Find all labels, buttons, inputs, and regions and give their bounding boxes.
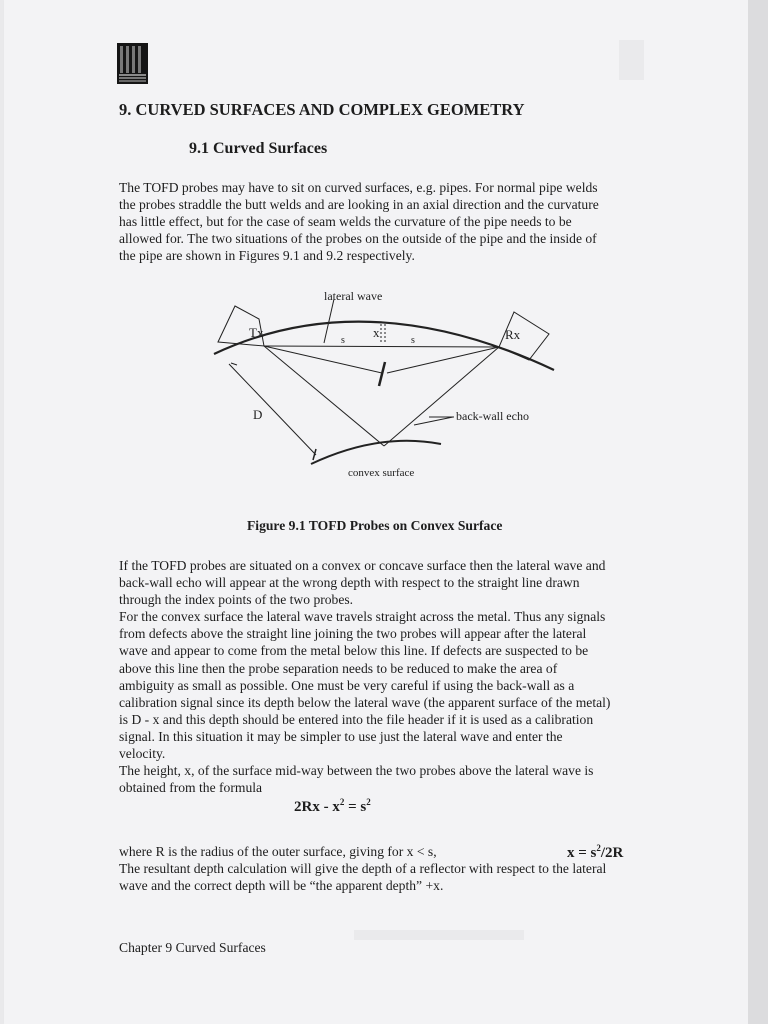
tail-paragraph: [119, 843, 639, 894]
text-line: ambiguity as small as possible. One must be very careful if using the back-wall as a: [119, 677, 575, 693]
lateral-wave-path: [264, 346, 499, 347]
label-convex-surface: convex surface: [348, 467, 415, 479]
label-x: x: [373, 325, 380, 340]
text-line: through the index points of the two probes.: [119, 592, 354, 608]
label-s-right: s: [411, 335, 415, 346]
label-lateral-wave: lateral wave: [324, 289, 383, 303]
intro-paragraph: [119, 179, 639, 264]
text-line: from defects above the straight line joining the two probes will appear after the lateral: [119, 626, 587, 642]
text-line: where R is the radius of the outer surface, giving for x < s,: [119, 844, 437, 859]
text-line: obtained from the formula: [119, 780, 263, 796]
document-page: [4, 0, 748, 1024]
text-line: above this line then the probe separation needs to be reduced to make the area of: [119, 660, 558, 676]
text-line: back-wall echo will appear at the wrong depth with respect to the straight line drawn: [119, 575, 580, 591]
text-line: the probes straddle the butt welds and are looking in an axial direction and the curvature: [119, 197, 599, 213]
backwall-ray-right: [384, 347, 499, 446]
formula-main: $2Rx - x^2 = s^2$: [294, 797, 371, 815]
publisher-logo: [117, 43, 148, 84]
label-tx: Tx: [249, 325, 264, 340]
backwall-echo-leader: [414, 417, 453, 425]
convex-surface-diagram: [209, 282, 564, 482]
text-line: velocity.: [119, 746, 166, 762]
text-line: The TOFD probes may have to sit on curved surfaces, e.g. pipes. For normal pipe welds: [119, 180, 598, 195]
defect-ray-left: [264, 346, 382, 373]
page-footer: Chapter 9 Curved Surfaces: [119, 940, 266, 955]
backwall-ray-left: [264, 346, 384, 446]
text-line: allowed for. The two situations of the probes on the outside of the pipe and the inside of: [119, 231, 597, 247]
dimension-d-arrow: [231, 363, 237, 365]
body-paragraph: [119, 557, 639, 796]
formula-result: $x = s^2/2R$: [567, 843, 624, 861]
label-rx: Rx: [505, 327, 521, 342]
lateral-wave-leader: [324, 299, 334, 343]
label-s-left: s: [341, 335, 345, 346]
figure-caption: Figure 9.1 TOFD Probes on Convex Surface: [247, 518, 503, 533]
chapter-heading: 9. CURVED SURFACES AND COMPLEX GEOMETRY: [119, 100, 525, 119]
text-line: has little effect, but for the case of seam welds the curvature of the pipe needs to be: [119, 214, 572, 230]
text-line: wave and appear to come from the metal below this line. If defects are suspected to be: [119, 643, 589, 659]
page-edge: [748, 0, 768, 1024]
dimension-d-line: [229, 364, 316, 455]
text-line: signal. In this situation it may be simpler to use just the lateral wave and enter the: [119, 728, 563, 744]
section-heading: 9.1 Curved Surfaces: [189, 140, 328, 157]
defect-ray-right: [387, 347, 499, 373]
bleed-through-mark: [619, 40, 644, 80]
text-line: calibration signal since its depth below the lateral wave (the apparent surface of the metal): [119, 694, 611, 710]
label-d: D: [253, 407, 263, 422]
text-line: The resultant depth calculation will give the depth of a reflector with respect to the lateral: [119, 861, 607, 877]
text-line: If the TOFD probes are situated on a convex or concave surface then the lateral wave and: [119, 558, 606, 573]
bleed-through-mark: [354, 930, 524, 940]
label-backwall-echo: back-wall echo: [456, 409, 529, 423]
text-line: The height, x, of the surface mid-way between the two probes above the lateral wave is: [119, 763, 594, 779]
defect-mark: [379, 362, 385, 386]
text-line: is D - x and this depth should be entered into the file header if it is used as a calibration: [119, 711, 594, 727]
inner-convex-surface: [311, 441, 441, 464]
text-line: the pipe are shown in Figures 9.1 and 9.2 respectively.: [119, 248, 415, 264]
text-line: For the convex surface the lateral wave travels straight across the metal. Thus any signals: [119, 609, 606, 625]
text-line: wave and the correct depth will be “the apparent depth” +x.: [119, 878, 444, 894]
